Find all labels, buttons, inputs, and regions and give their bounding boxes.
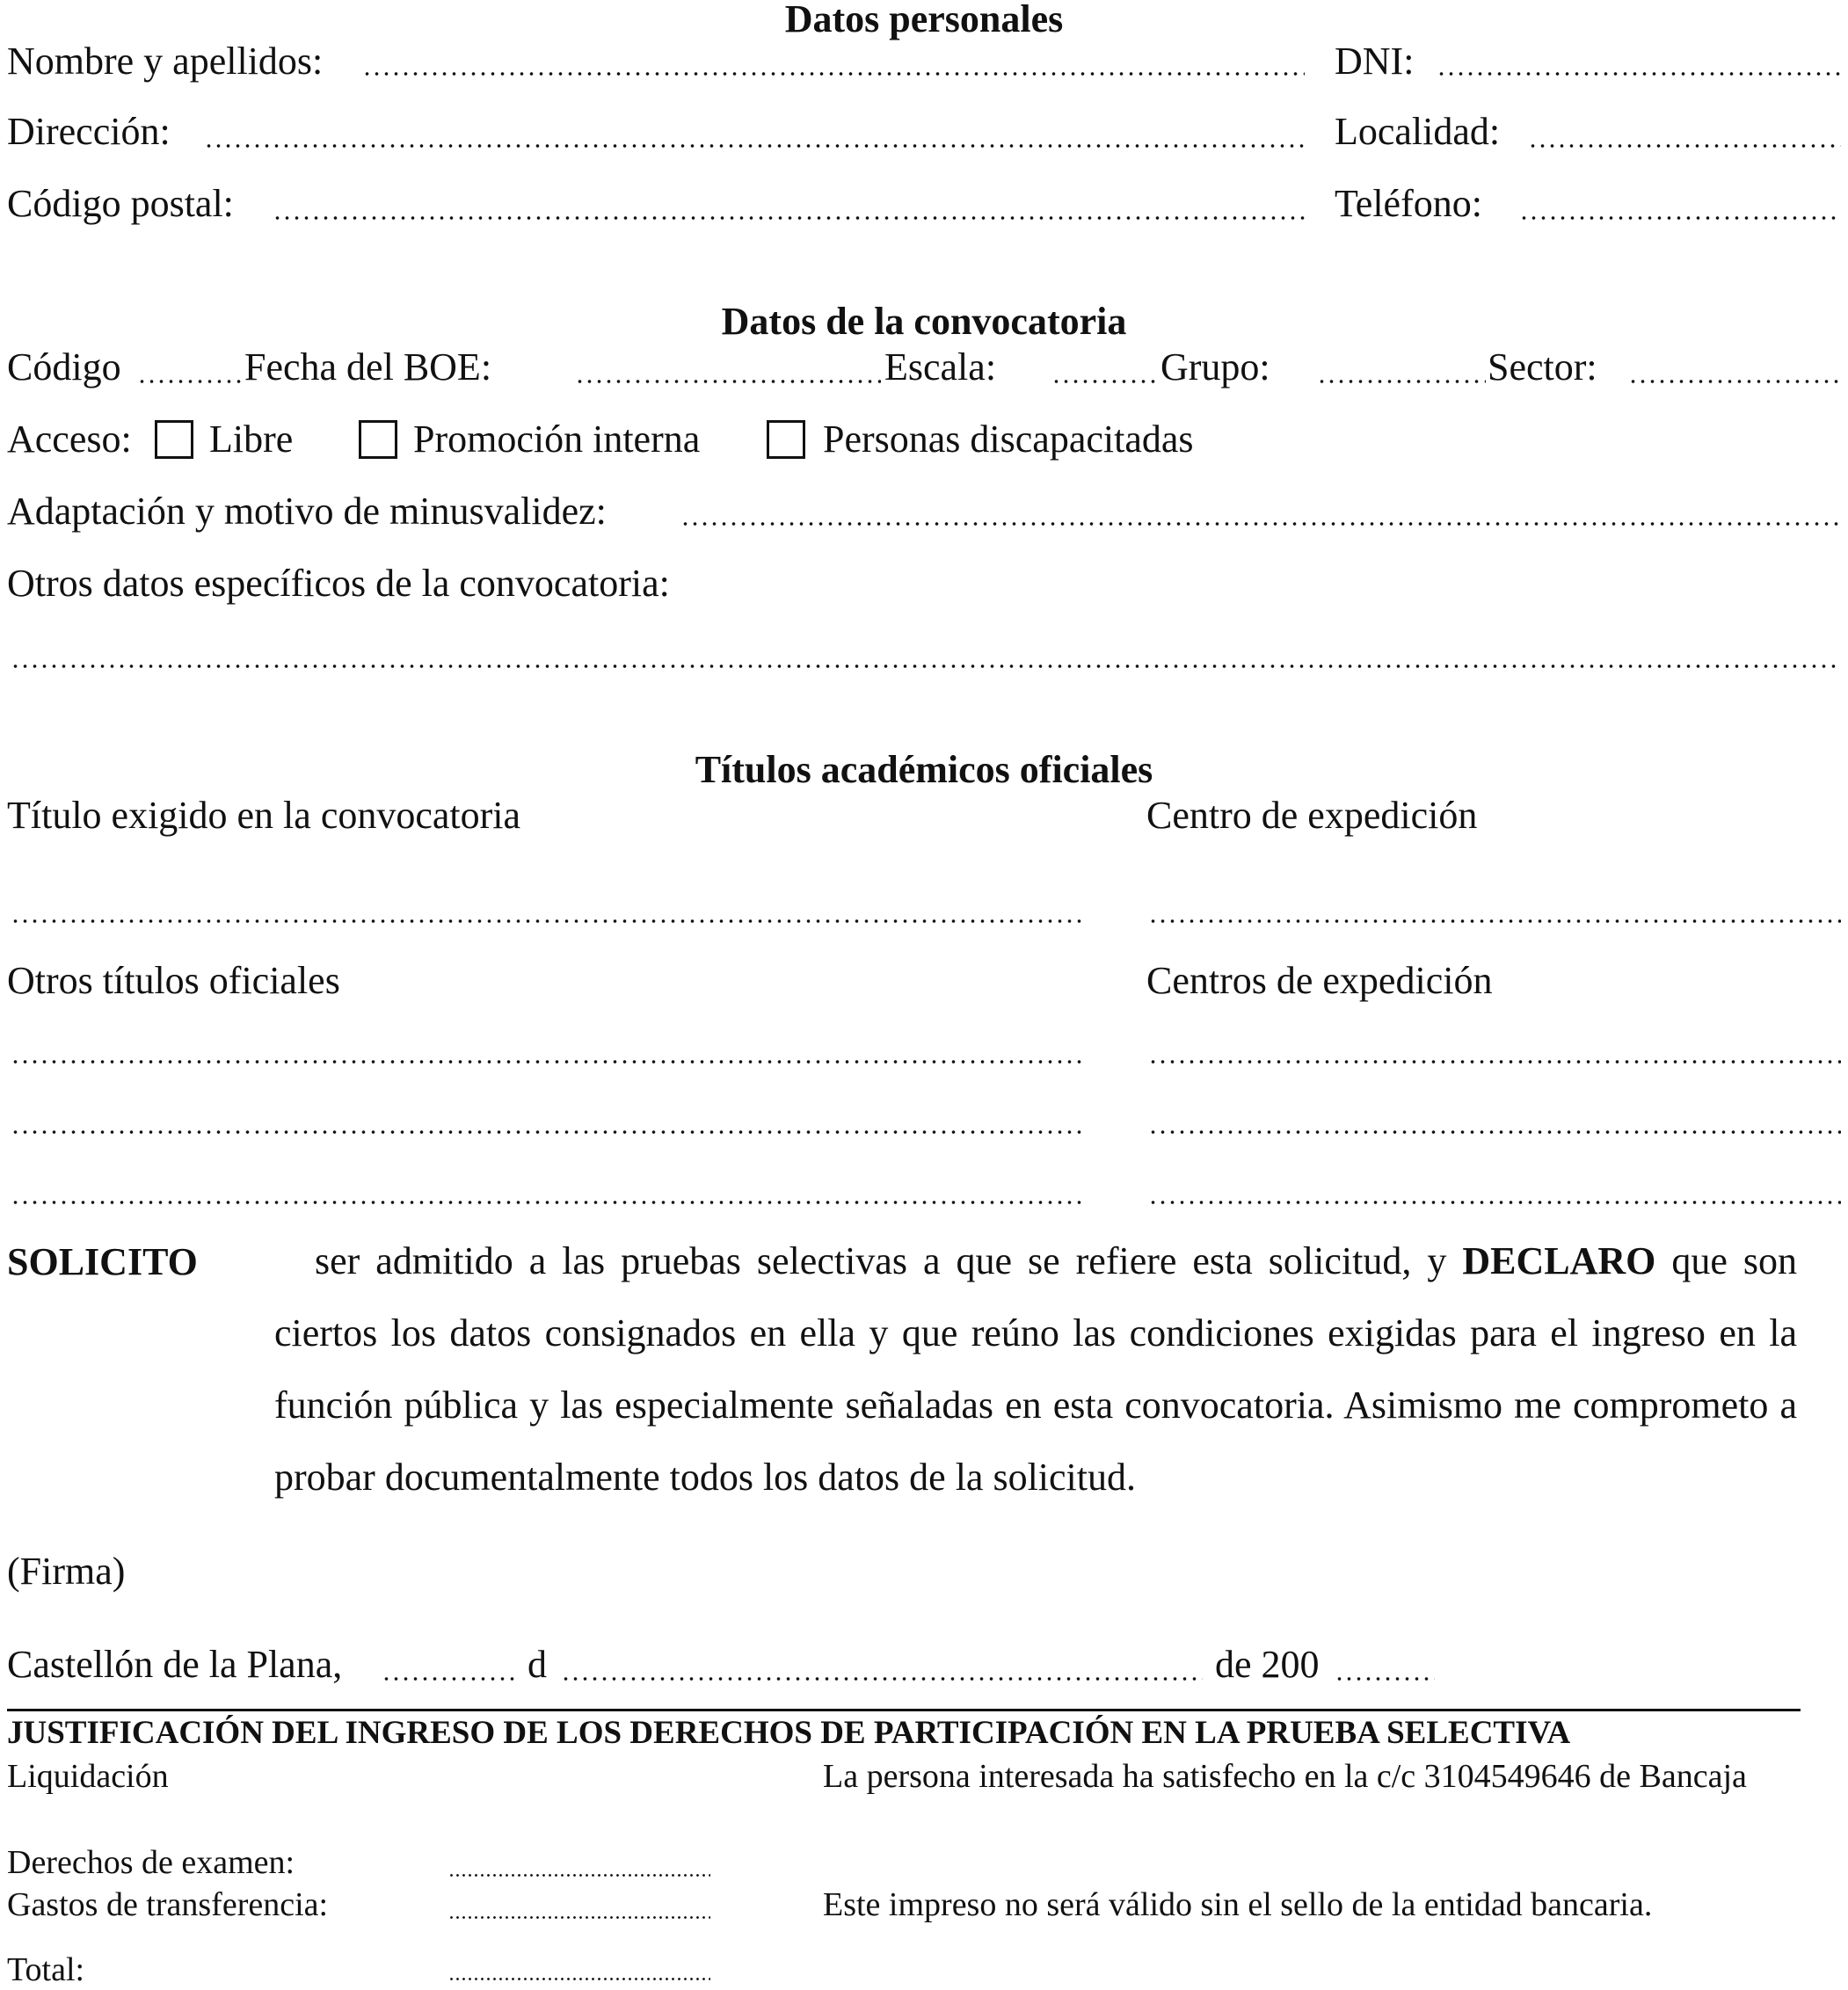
solicito-label: SOLICITO	[7, 1240, 198, 1283]
boe-date-field[interactable]	[575, 380, 881, 383]
address-field[interactable]	[204, 144, 1305, 148]
other-center-field-1[interactable]	[1148, 1060, 1841, 1064]
adaptation-label: Adaptación y motivo de minusvalidez:	[7, 490, 607, 533]
total-field[interactable]	[448, 1978, 710, 1980]
group-field[interactable]	[1317, 380, 1486, 383]
bank-text: La persona interesada ha satisfecho en la c/c 3104549646 de Bancaja	[823, 1758, 1747, 1795]
other-center-field-3[interactable]	[1148, 1201, 1841, 1204]
year-field[interactable]	[1335, 1677, 1435, 1681]
access-label: Acceso:	[7, 418, 132, 461]
declaro-label: DECLARO	[1462, 1239, 1656, 1282]
name-label: Nombre y apellidos:	[7, 40, 324, 83]
locality-label: Localidad:	[1335, 110, 1501, 153]
issuing-centers-label: Centros de expedición	[1146, 959, 1493, 1002]
group-label: Grupo:	[1160, 345, 1270, 389]
other-titles-label: Otros títulos oficiales	[7, 959, 340, 1002]
other-call-data-field[interactable]	[11, 665, 1841, 668]
of-label: d	[527, 1643, 547, 1686]
access-libre-checkbox[interactable]	[155, 420, 193, 459]
signature-label: (Firma)	[7, 1550, 126, 1593]
sector-label: Sector:	[1488, 345, 1597, 389]
required-title-label: Título exigido en la convocatoria	[7, 794, 521, 837]
adaptation-field[interactable]	[680, 522, 1841, 526]
scale-label: Escala:	[884, 345, 997, 389]
postal-code-label: Código postal:	[7, 182, 234, 225]
boe-date-label: Fecha del BOE:	[244, 345, 492, 389]
declaration-text-b: que son ciertos los datos consignados en ella y que reúno las condiciones exigidas para el ingreso en la función pública y las especialmente señaladas en esta convocatoria. Asimismo me comprometo a probar documentalmente todos los datos de la solicitud.	[274, 1239, 1798, 1499]
access-internal-label: Promoción interna	[413, 418, 701, 461]
code-field[interactable]	[137, 380, 243, 383]
payment-heading: JUSTIFICACIÓN DEL INGRESO DE LOS DERECHOS DE PARTICIPACIÓN EN LA PRUEBA SELECTIVA	[7, 1715, 1571, 1751]
access-internal-checkbox[interactable]	[359, 420, 397, 459]
locality-field[interactable]	[1528, 144, 1841, 148]
declaration-paragraph	[274, 1225, 1797, 1514]
scale-field[interactable]	[1051, 380, 1159, 383]
liquidation-label: Liquidación	[7, 1758, 169, 1795]
month-field[interactable]	[561, 1677, 1203, 1681]
name-field[interactable]	[362, 72, 1305, 76]
other-title-field-3[interactable]	[11, 1201, 1085, 1204]
access-disabled-checkbox[interactable]	[767, 420, 805, 459]
required-title-field[interactable]	[11, 919, 1085, 923]
other-title-field-1[interactable]	[11, 1060, 1085, 1064]
other-call-data-label: Otros datos específicos de la convocatoria:	[7, 562, 670, 605]
day-field[interactable]	[382, 1677, 519, 1681]
other-center-field-2[interactable]	[1148, 1130, 1841, 1134]
exam-fee-field[interactable]	[448, 1874, 710, 1877]
address-label: Dirección:	[7, 110, 171, 153]
dni-label: DNI:	[1335, 40, 1415, 83]
phone-label: Teléfono:	[1335, 182, 1482, 225]
transfer-fee-field[interactable]	[448, 1916, 710, 1919]
access-libre-label: Libre	[209, 418, 294, 461]
total-label: Total:	[7, 1951, 85, 1988]
call-heading: Datos de la convocatoria	[721, 300, 1127, 343]
other-title-field-2[interactable]	[11, 1130, 1085, 1134]
code-label: Código	[7, 345, 121, 389]
personal-heading: Datos personales	[784, 0, 1064, 40]
postal-code-field[interactable]	[273, 216, 1305, 220]
exam-fee-label: Derechos de examen:	[7, 1844, 295, 1881]
place-label: Castellón de la Plana,	[7, 1643, 343, 1686]
phone-field[interactable]	[1519, 216, 1841, 220]
dni-field[interactable]	[1437, 72, 1841, 76]
issuing-center-label: Centro de expedición	[1146, 794, 1478, 837]
year-label: de 200	[1215, 1643, 1320, 1686]
transfer-fee-label: Gastos de transferencia:	[7, 1886, 329, 1923]
declaration-text-a: ser admitido a las pruebas selectivas a que se refiere esta solicitud, y	[315, 1239, 1447, 1282]
validity-notice: Este impreso no será válido sin el sello de la entidad bancaria.	[823, 1886, 1653, 1923]
section-divider	[7, 1709, 1801, 1711]
access-disabled-label: Personas discapacitadas	[823, 418, 1194, 461]
titles-heading: Títulos académicos oficiales	[695, 748, 1153, 791]
issuing-center-field[interactable]	[1148, 919, 1841, 923]
sector-field[interactable]	[1628, 380, 1841, 383]
